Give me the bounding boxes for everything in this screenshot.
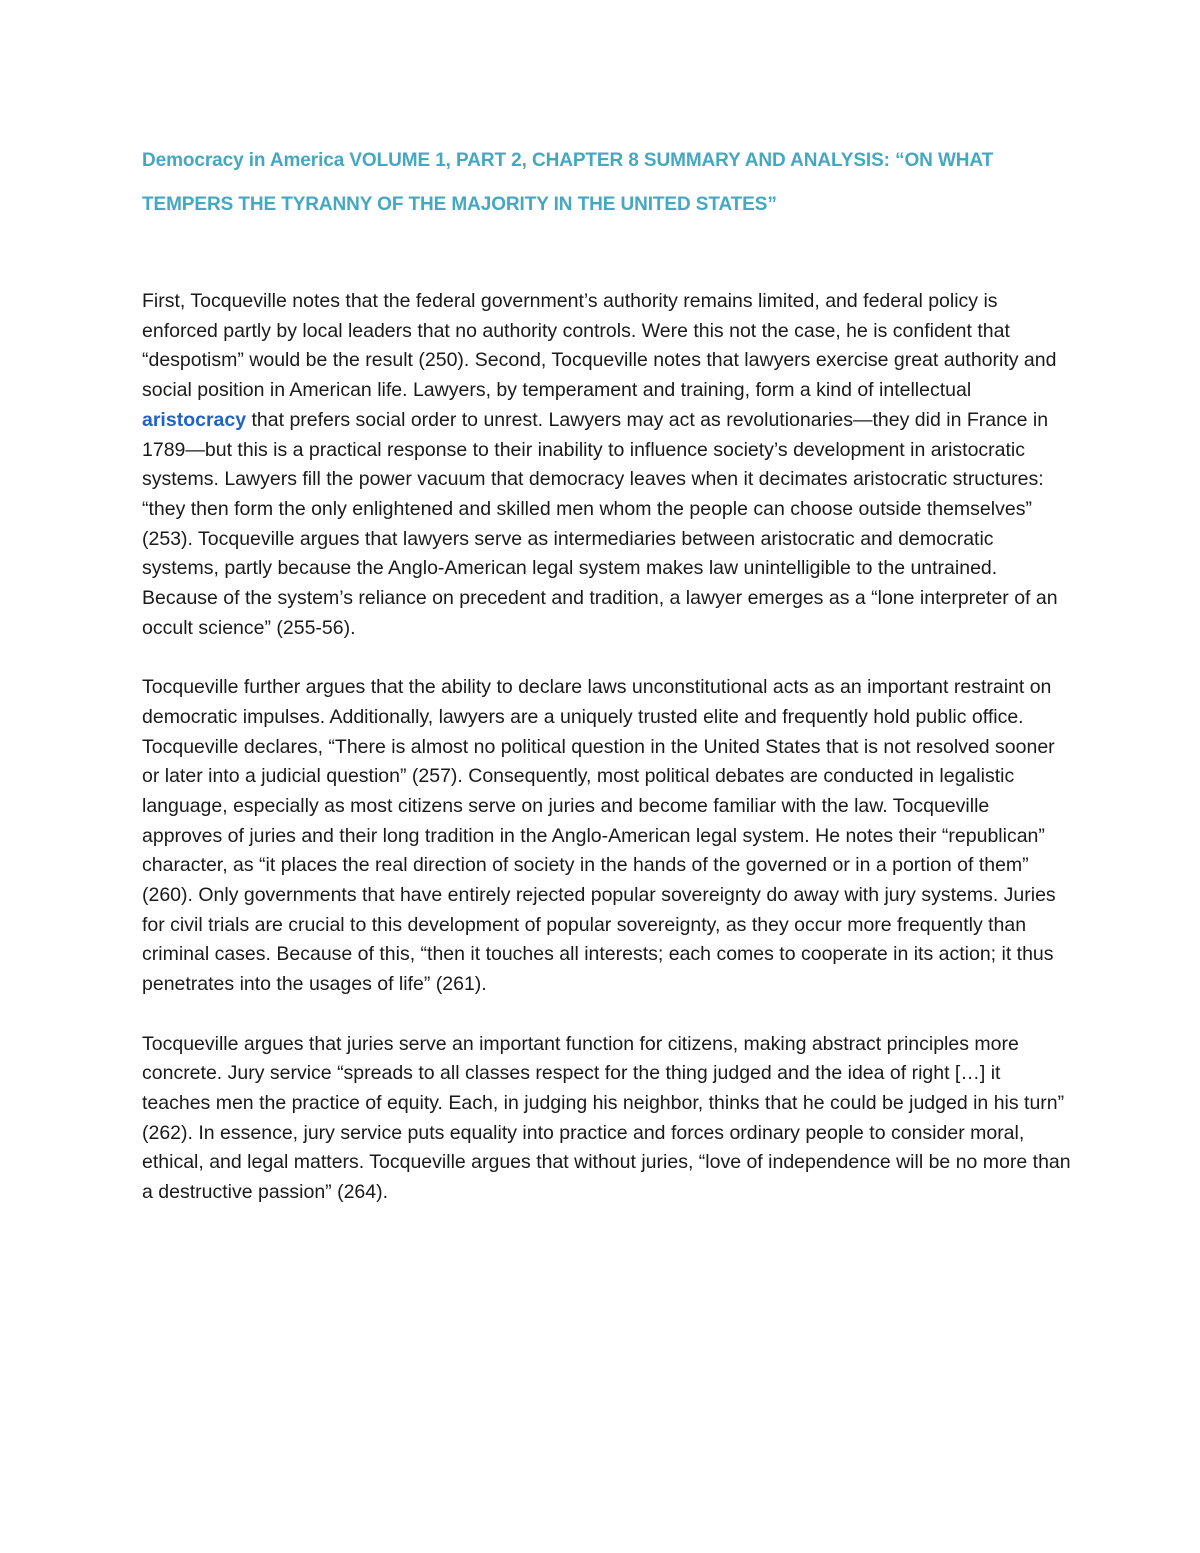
paragraph-3: Tocqueville argues that juries serve an important function for citizens, making abstract principles more concrete. Jury service “spreads to all classes respect for the thing judged and the idea of right […] it teaches men the practice of equity. Each, in judging his neighbor, thinks that he could be judged in his turn” (262). In essence, jury service puts equality into practice and forces ordinary people to consider moral, ethical, and legal matters. Tocqueville argues that without juries, “love of independence will be no more than a destructive passion” (264). xyxy=(142,1032,1071,1204)
paragraph-1-text-a: First, Tocqueville notes that the federal government’s authority remains limited, and federal policy is enforced partly by local leaders that no authority controls. Were this not the case, he is confident that “despotism” would be the result (250). Second, Tocqueville notes that lawyers exercise great authority and social position in American life. Lawyers, by temperament and training, form a kind of intellectual xyxy=(142,290,1057,402)
paragraph-1-text-b: that prefers social order to unrest. Lawyers may act as revolutionaries—they did in France in 1789—but this is a practical response to their inability to influence society’s development in aristocratic systems. Lawyers fill the power vacuum that democracy leaves when it decimates aristocratic structures: “they then form the only enlightened and skilled men whom the people can choose outside themselves” (253). Tocqueville argues that lawyers serve as intermediaries between aristocratic and democratic systems, partly because the Anglo-American legal system makes law unintelligible to the untrained. Because of the system’s reliance on precedent and tradition, a lawyer emerges as a “lone interpreter of an occult science” (255-56). xyxy=(142,408,1058,639)
heading-line-2: TEMPERS THE TYRANNY OF THE MAJORITY IN THE UNITED STATES” xyxy=(142,194,777,215)
paragraph-2: Tocqueville further argues that the ability to declare laws unconstitutional acts as an important restraint on democratic impulses. Additionally, lawyers are a uniquely trusted elite and frequently hold public office. Tocqueville declares, “There is almost no political question in the United States that is not resolved sooner or later into a judicial question” (257). Consequently, most political debates are conducted in legalistic language, especially as most citizens serve on juries and become familiar with the law. Tocqueville approves of juries and their long tradition in the Anglo-American legal system. He notes their “republican” character, as “it places the real direction of society in the hands of the governed or in a portion of them” (260). Only governments that have entirely rejected popular sovereignty do away with jury systems. Juries for civil trials are crucial to this development of popular sovereignty, as they occur more frequently than criminal cases. Because of this, “then it touches all interests; each comes to cooperate in its action; it thus penetrates into the usages of life” (261). xyxy=(142,676,1056,996)
document-body xyxy=(142,287,1072,1237)
document-heading xyxy=(142,139,1102,227)
aristocracy-link[interactable]: aristocracy xyxy=(142,408,247,431)
heading-line-1: Democracy in America VOLUME 1, PART 2, CHAPTER 8 SUMMARY AND ANALYSIS: “ON WHAT xyxy=(142,150,994,171)
paragraph-1 xyxy=(142,287,1072,643)
